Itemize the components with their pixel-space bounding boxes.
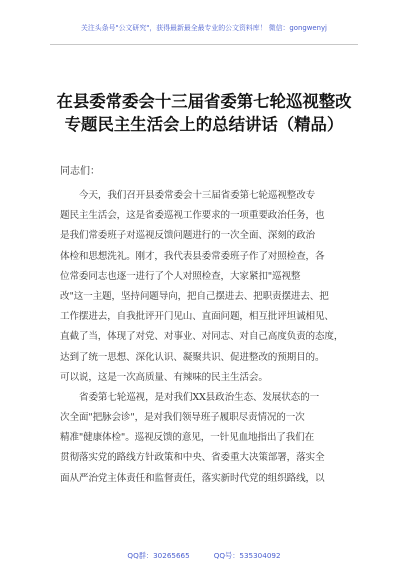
- salutation: 同志们：: [60, 166, 100, 177]
- body-line: 次全面"把脉会诊"，是对我们领导班子履职尽责情况的一次: [60, 412, 305, 424]
- footer-qq-group: QQ群：30265665: [127, 551, 190, 560]
- body-line: 贯彻落实党的路线方针政策和中央、省委重大决策部署，落实全: [60, 452, 325, 464]
- document-body: [60, 186, 360, 489]
- body-line: 省委第七轮巡视，是对我们XX县政治生态、发展状态的一: [79, 391, 320, 403]
- body-line: 体检和思想洗礼。刚才，我代表县委常委班子作了对照检查，各: [60, 250, 325, 262]
- body-line: 可以说，这是一次高质量、有辣味的民主生活会。: [60, 371, 268, 383]
- body-line: 是我们常委班子对巡视反馈问题进行的一次全面、深刻的政治: [60, 230, 315, 242]
- header-divider: [50, 44, 358, 45]
- page-header: 关注头条号"公文研究"，获得最新最全最专业的公文资料库！ 微信：gongwenyj: [81, 24, 327, 32]
- document-title: [20, 90, 388, 136]
- body-line: 改"这一主题，坚持问题导向，把自己摆进去、把职责摆进去、把: [60, 290, 329, 302]
- page-footer: [0, 551, 408, 561]
- body-line: 直截了当，体现了对党、对事业、对同志、对自己高度负责的态度，: [60, 331, 344, 343]
- body-line: 达到了统一思想、深化认识、凝聚共识、促进整改的预期目的。: [60, 351, 325, 363]
- title-line-1: 在县委常委会十三届省委第七轮巡视整改: [56, 92, 352, 111]
- body-line: 题民主生活会，这是省委巡视工作要求的一项重要政治任务，也: [60, 210, 325, 222]
- footer-qq-number: QQ号：535304092: [213, 551, 281, 560]
- body-line: 面从严治党主体责任和监督责任，落实新时代党的组织路线，以: [60, 472, 325, 484]
- body-line: 位常委同志也逐一进行了个人对照检查，大家紧扣"巡视整: [60, 270, 301, 282]
- body-line: 精准"健康体检"。巡视反馈的意见，一针见血地指出了我们在: [60, 432, 315, 444]
- body-line: 工作摆进去，自我批评开门见山、直面问题，相互批评坦诚相见、: [60, 311, 334, 323]
- body-line: 今天，我们召开县委常委会十三届省委第七轮巡视整改专: [79, 190, 316, 201]
- title-line-2: 专题民主生活会上的总结讲话（精品）: [64, 115, 344, 134]
